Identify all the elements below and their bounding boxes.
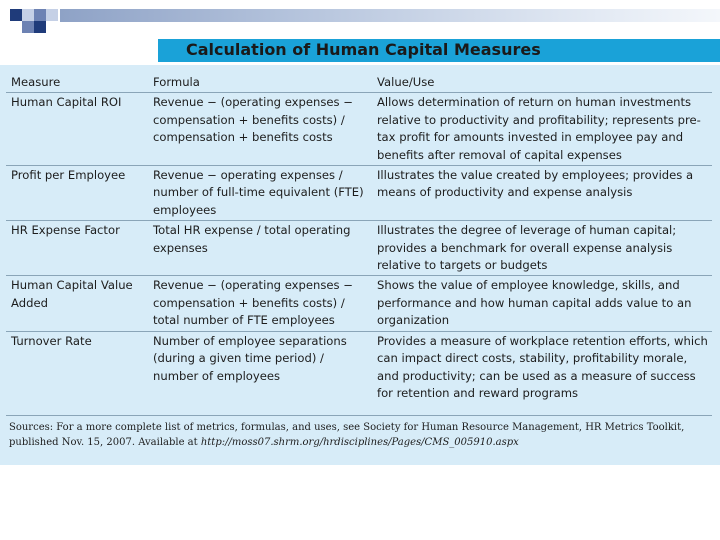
formula-cell: Number of employee separations (during a given time period) / number of employees: [153, 333, 347, 383]
column-header-value-use: Value/Use: [372, 74, 712, 93]
table-header-row: [6, 74, 712, 93]
measure-cell: Profit per Employee: [6, 166, 148, 221]
formula-cell: Revenue − operating expenses / number of full-time equivalent (FTE) employees: [148, 166, 372, 221]
measure-cell: Turnover Rate: [11, 333, 92, 348]
measure-cell: HR Expense Factor: [6, 221, 148, 276]
figure-title: Calculation of Human Capital Measures: [186, 40, 541, 59]
table-row: [6, 331, 712, 403]
decor-square: [34, 21, 46, 33]
slide-header-decoration: [0, 0, 720, 38]
figure-body: [0, 65, 720, 465]
value-use-cell: Shows the value of employee knowledge, skills, and performance and how human capital adds value to an organization: [372, 276, 712, 331]
table-row: [6, 221, 712, 276]
value-use-cell: Illustrates the degree of leverage of human capital; provides a benchmark for overall expense analysis relative to targets or budgets: [372, 221, 712, 276]
measure-cell: Human Capital Value Added: [6, 276, 148, 331]
table-row: [6, 276, 712, 331]
formula-cell: Revenue − (operating expenses − compensation + benefits costs) / total number of FTE employees: [148, 276, 372, 331]
human-capital-figure: [0, 38, 720, 465]
column-header-formula: Formula: [148, 74, 372, 93]
measure-cell: Human Capital ROI: [6, 93, 148, 166]
sources-url: http://moss07.shrm.org/hrdisciplines/Pages/CMS_005910.aspx: [200, 437, 519, 448]
value-use-cell: Provides a measure of workplace retention efforts, which can impact direct costs, stability, profitability morale, and productivity; can be used as a measure of success for retention and reward programs: [377, 333, 708, 400]
value-use-cell: Illustrates the value created by employees; provides a means of productivity and expense analysis: [372, 166, 712, 221]
decor-square: [34, 9, 46, 21]
decor-square: [22, 9, 34, 21]
table-row: [6, 166, 712, 221]
sources-divider: [6, 415, 712, 416]
formula-cell: Revenue − (operating expenses − compensation + benefits costs) / compensation + benefits costs: [148, 93, 372, 166]
sources-text: Sources: For a more complete list of metrics, formulas, and uses, see Society for Human Resource Management, HR Metrics Toolkit, published Nov. 15, 2007. Available at: [9, 422, 685, 448]
sources-note: [9, 420, 713, 450]
value-use-cell: Allows determination of return on human investments relative to productivity and profitability; represents pre-tax profit for amounts invested in employee pay and benefits after removal of capital expenses: [372, 93, 712, 166]
figure-header: [0, 38, 720, 65]
table-row: [6, 93, 712, 166]
decor-square: [22, 21, 34, 33]
measures-table: [6, 74, 712, 403]
formula-cell: Total HR expense / total operating expenses: [148, 221, 372, 276]
decor-square: [10, 9, 22, 21]
column-header-measure: Measure: [6, 74, 148, 93]
decor-square: [46, 9, 58, 21]
header-gradient-bar: [60, 9, 720, 22]
